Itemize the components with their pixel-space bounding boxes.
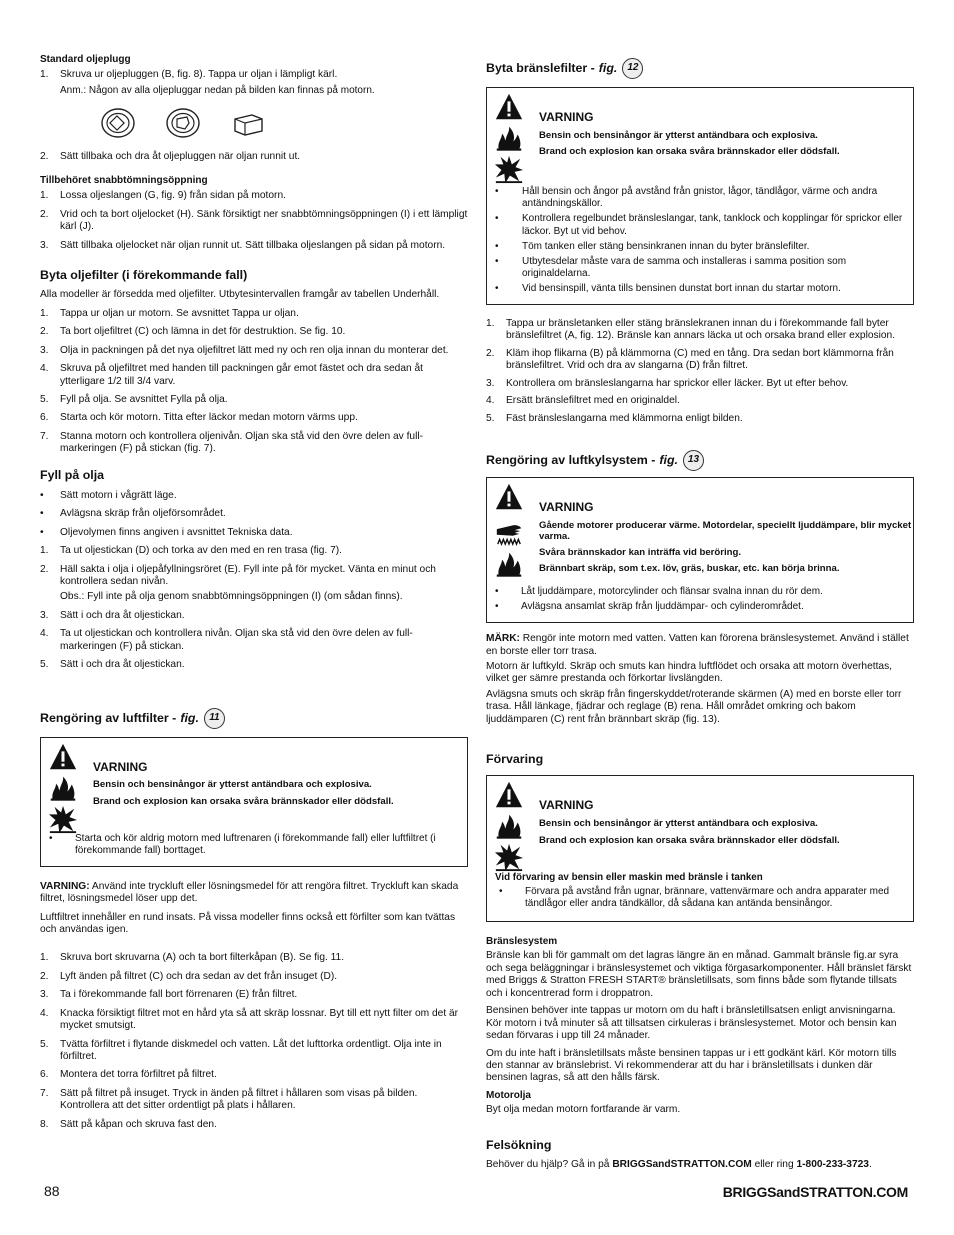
fuel-system-para-2: Bensinen behöver inte tappas ur motorn om du haft i bränsletillsatsen enligt anvisningarna. Kör motorn i två minuter så att tillsatsen cirkuleras i bränslesystemet. Motor och bensin kan sedan förvaras i upp till 24 månader.: [486, 1005, 897, 1042]
warning-bullet: Låt ljuddämpare, motorcylinder och flänsar svalna innan du rör dem.: [521, 585, 823, 597]
motor-oil-text: Byt olja medan motorn fortfarande är varm.: [486, 1104, 681, 1115]
varning-text: Använd inte tryckluft eller lösningsmedel för att rengöra filtret. Tryckluft kan skada filtret, lösningsmedel löser upp det.: [40, 880, 459, 905]
list-item: Vrid och ta bort oljelocket (H). Sänk försiktigt ner snabbtömningsöppningen (I) i ett lämpligt kärl (J).: [60, 208, 468, 233]
warning-line: Brand och explosion kan orsaka svåra brännskador eller dödsfall.: [539, 146, 840, 158]
list-item: Häll sakta i olja i oljepåfyllningsröret (E). Fyll inte på för mycket. Vänta en minut och kontrollera sedan nivån.: [60, 563, 436, 587]
warning-bullet: Vid bensinspill, vänta tills bensinen dunstat bort innan du startar motorn.: [522, 283, 841, 295]
list-item: Fyll på olja. Se avsnittet Fylla på olja.: [60, 393, 228, 405]
troubleshooting-text: [486, 1159, 914, 1171]
air-filter-varning-note: [40, 881, 468, 906]
explosion-icon: [494, 842, 524, 872]
list-item: Sätt i och dra åt oljestickan.: [60, 609, 185, 621]
hex-plug-icon: [165, 107, 201, 139]
trouble-text-pre: Behöver du hjälp? Gå in på: [486, 1158, 613, 1170]
fuel-filter-heading: [486, 58, 914, 79]
warning-icons: [494, 92, 527, 186]
warning-bullet: Utbytesdelar måste vara de samma och installeras i samma position som originaldelarna.: [522, 255, 847, 280]
mark-text: Rengör inte motorn med vatten. Vatten kan förorena bränslesystemet. Använd i stället en borste eller torr trasa.: [486, 633, 909, 657]
warning-bullet: Töm tanken eller stäng bensinkranen innan du byter bränslefilter.: [522, 240, 810, 252]
fire-icon: [494, 550, 524, 578]
quick-drain-steps: 1. Lossa oljeslangen (G, fig. 9) från sidan på motorn. 2. Vrid och ta bort oljelocket (H). Sänk försiktigt ner snabbtömningsöppningen (I) i ett lämpligt kärl (J). 3. Sätt tillbaka oljelocket när oljan runnit ut. Sätt tillbaka oljeslangen på sidan på motorn.: [40, 190, 468, 251]
cooling-para-2: Avlägsna smuts och skräp från fingerskyddet/roterande skärmen (A) med en borste eller torr trasa. Håll länkage, fjädrar och reglage (B) rena. Håll området omkring och bakom ljuddämparen (C) rent från brännbart skräp (fig. 13).: [486, 688, 902, 725]
warning-bullet: Starta och kör aldrig motorn med luftrenaren (i förekommande fall) eller luftfiltret (i förekommande fall) borttaget.: [75, 832, 436, 856]
figure-13-badge: 13: [683, 450, 704, 471]
mark-label: MÄRK:: [486, 633, 520, 645]
warning-line: Svåra brännskador kan inträffa vid beröring.: [539, 547, 742, 559]
warning-line: Gående motorer producerar värme. Motordelar, speciellt ljuddämpare, blir mycket varma.: [539, 519, 912, 543]
list-item: Sätt på kåpan och skruva fast den.: [60, 1118, 217, 1130]
list-item: Lossa oljeslangen (G, fig. 9) från sidan på motorn.: [60, 190, 286, 202]
fuel-filter-fig-word: fig.: [598, 60, 618, 75]
list-item: Ersätt bränslefiltret med en originaldel.: [506, 395, 680, 407]
left-column: Standard oljeplugg 1. Skruva ur oljepluggen (B, fig. 8). Tappa ur oljan i lämpligt kärl. Anm.: Någon av alla oljepluggar nedan på bilden kan finnas på motorn. 2. Sätt tillbaka och dra åt oljepluggen när oljan runnit ut. Tillbehöret snabbtömningsöppning 1. Lossa oljeslangen (G, fig. 9) från sidan på motorn. 2. Vrid och ta bort oljelocket (H). Sänk försiktigt ner snabbtömningsöppningen (I) i ett lämpligt kärl (J). 3. Sätt tillbaka oljelocket när oljan runnit ut. Sätt tillbaka oljeslangen på sidan på motorn. Byta oljefilter (i förekommande fall) Alla modeller är försedda med oljefilter. Utbytesintervallen framgår av tabellen Underhåll. 1. Tappa ur oljan ur motorn. Se avsnittet Tappa ur oljan. 2. Ta bort oljefiltret (C) och lämna in det för destruktion. Se fig. 10. 3. Olja in packningen på det nya oljefiltret lätt med ny och ren olja innan du monterar det. 4. Skruva på oljefiltret med handen till packningen går emot fästet och dra sedan åt ytterligare 1/2 till 3/4 varv. 5. Fyll på olja. Se avsnittet Fylla på olja. 6. Starta och kör motorn. Titta efter läckor medan motorn värms upp. 7. Stanna motorn och kontrollera oljenivån. Oljan ska stå vid den övre delen av full-markeringen (F) på stickan (fig. 7). Fyll på olja • Sätt motorn i vågrätt läge. • Avlägsna skräp från oljeförsområdet. • Oljevolymen finns angiven i avsnittet Tekniska data. 1. Ta ut oljestickan (D) och torka av den med en ren trasa (fig. 7). 2. Häll sakta i olja i oljepåfyllningsröret (E). Fyll inte på för mycket. Vänta en minut och kontrollera sedan nivån. Obs.: Fyll inte på olja genom snabbtömningsöppningen (I) (om sådan finns). 3. Sätt i och dra åt oljestickan. 4. Ta ut oljestickan och kontrollera nivån. Oljan ska stå vid den övre delen av full-markeringen (F) på stickan. 5. Sätt i och dra åt oljestickan. Rengöring av luftfilter - fig. 11 VARNING Bensin och bensinångor är ytterst antändbara och explosiva. Brand och explosion kan orsaka svåra brännskador eller dödsfall. • Starta och kör aldrig motorn med luftrenaren (i förekommande fall) eller luftfiltret (i förekommande fall) borttaget. VARNING: Använd inte tryckluft eller lösningsmedel för att rengöra filtret. Tryckluft kan skada filtret, lösningsmedel löser upp det. Luftfiltret innehåller en rund insats. På vissa modeller finns också ett förfilter som kan tvättas och användas igen. 1. Skruva bort skruvarna (A) och ta bort filterkåpan (B). Se fig. 11. 2. Lyft änden på filtret (C) och dra sedan av det från insuget (D). 3. Ta i förekommande fall bort förrenaren (E) från filtret. 4. Knacka försiktigt filtret mot en hård yta så att skräp lossnar. Byt till ett nytt filter om det är mycket smutsigt. 5. Tvätta förfiltret i flytande diskmedel och vatten. Låt det lufttorka ordentligt. Olja inte in förfiltret. 6. Montera det torra förfiltret på filtret. 7. Sätt på filtret på insuget. Tryck in änden på filtret i hållaren som visas på bilden. Kontrollera att det sitter ordentligt på plats i hållaren. 8. Sätt på kåpan och skruva fast den.: [40, 54, 468, 1130]
alert-icon: [494, 780, 524, 810]
fire-icon: [494, 812, 524, 840]
list-item: Sätt i och dra åt oljestickan.: [60, 659, 185, 671]
alert-icon: [494, 92, 524, 122]
quick-drain-title: Tillbehöret snabbtömningsöppning: [40, 175, 208, 187]
list-item: Sätt tillbaka oljelocket när oljan runnit ut. Sätt tillbaka oljeslangen på sidan på motorn.: [60, 239, 446, 251]
list-item: Starta och kör motorn. Titta efter läckor medan motorn värms upp.: [60, 412, 358, 424]
warning-bullet: Kontrollera regelbundet bränsleslangar, tank, tanklock och kopplingar för sprickor eller läckor. Byt ut vid behov.: [522, 213, 903, 237]
cooling-para-1: Motorn är luftkyld. Skräp och smuts kan hindra luftflödet och orsaka att motorn överhettas, vilket ger sämre prestanda och förkortar livslängden.: [486, 660, 892, 685]
oil-filter-intro: Alla modeller är försedda med oljefilter. Utbytesintervallen framgår av tabellen Underhåll.: [40, 289, 440, 301]
fire-icon: [48, 774, 78, 802]
brand-footer: BRIGGSandSTRATTON.COM: [722, 1184, 908, 1200]
standard-plug-step-1: Skruva ur oljepluggen (B, fig. 8). Tappa ur oljan i lämpligt kärl.: [60, 69, 338, 81]
air-filter-heading: [40, 708, 468, 729]
cooling-fig-word: fig.: [659, 453, 678, 467]
list-item: Ta ut oljestickan (D) och torka av den med en ren trasa (fig. 7).: [60, 545, 342, 557]
storage-warning-sub: Vid förvaring av bensin eller maskin med bränsle i tanken: [495, 872, 763, 884]
list-item: Tvätta förfiltret i flytande diskmedel och vatten. Låt det lufttorka ordentligt. Olja inte in förfiltret.: [60, 1038, 442, 1062]
list-item: Skruva på oljefiltret med handen till packningen går emot fästet och dra sedan åt ytterligare 1/2 till 3/4 varv.: [60, 363, 424, 387]
oil-filter-steps: 1. Tappa ur oljan ur motorn. Se avsnittet Tappa ur oljan. 2. Ta bort oljefiltret (C) och lämna in det för destruktion. Se fig. 10. 3. Olja in packningen på det nya oljefiltret lätt med ny och ren olja innan du monterar det. 4. Skruva på oljefiltret med handen till packningen går emot fästet och dra sedan åt ytterligare 1/2 till 3/4 varv. 5. Fyll på olja. Se avsnittet Fylla på olja. 6. Starta och kör motorn. Titta efter läckor medan motorn värms upp. 7. Stanna motorn och kontrollera oljenivån. Oljan ska stå vid den övre delen av full-markeringen (F) på stickan (fig. 7).: [40, 308, 468, 456]
fuel-system-title: Bränslesystem: [486, 936, 558, 948]
figure-12-badge: 12: [622, 58, 643, 79]
warning-bullet: Avlägsna ansamlat skräp från ljuddämpar- och cylinderområdet.: [521, 600, 804, 612]
hot-surface-icon: [494, 514, 524, 548]
list-item: Fäst bränsleslangarna med klämmorna enligt bilden.: [506, 412, 743, 424]
air-filter-title: Rengöring av luftfilter -: [40, 710, 177, 725]
standard-plug-steps: 1. Skruva ur oljepluggen (B, fig. 8). Tappa ur oljan i lämpligt kärl.: [40, 69, 468, 81]
explosion-icon: [494, 154, 524, 184]
list-item: Ta i förekommande fall bort förrenaren (E) från filtret.: [60, 989, 298, 1001]
air-filter-steps: 1. Skruva bort skruvarna (A) och ta bort filterkåpan (B). Se fig. 11. 2. Lyft änden på filtret (C) och dra sedan av det från insuget (D). 3. Ta i förekommande fall bort förrenaren (E) från filtret. 4. Knacka försiktigt filtret mot en hård yta så att skräp lossnar. Byt till ett nytt filter om det är mycket smutsigt. 5. Tvätta förfiltret i flytande diskmedel och vatten. Låt det lufttorka ordentligt. Olja inte in förfiltret. 6. Montera det torra förfiltret på filtret. 7. Sätt på filtret på insuget. Tryck in änden på filtret i hållaren som visas på bilden. Kontrollera att det sitter ordentligt på plats i hållaren. 8. Sätt på kåpan och skruva fast den.: [40, 952, 468, 1131]
list-item: Ta bort oljefiltret (C) och lämna in det för destruktion. Se fig. 10.: [60, 326, 346, 338]
air-filter-warning-box: VARNING Bensin och bensinångor är ytterst antändbara och explosiva. Brand och explosion kan orsaka svåra brännskador eller dödsfall. • Starta och kör aldrig motorn med luftrenaren (i förekommande fall) eller luftfiltret (i förekommande fall) borttaget.: [40, 737, 468, 867]
storage-heading: Förvaring: [486, 752, 544, 767]
warning-title: VARNING: [539, 110, 594, 124]
page-number: 88: [44, 1183, 60, 1199]
list-item: Tappa ur bränsletanken eller stäng bränslekranen innan du i förekommande fall byter bränslefiltret (A, fig. 12). Bränsle kan annars läcka ut och orsaka brand eller explosion.: [506, 318, 896, 342]
list-item: Avlägsna skräp från oljeförsområdet.: [60, 508, 226, 520]
warning-title: VARNING: [93, 759, 148, 774]
fuel-system-para-1: Bränsle kan bli för gammalt om det lagras längre än en månad. Gammalt bränsle fig.ar syra och sega beläggningar i bränslesystemet och viktiga förgasarkomponenter. Håll bränslet färskt med Briggs & Stratton FRESH START® bränsletillsats, som finns både som flytande tillsats och i koncentrerad form i droppatron.: [486, 950, 912, 999]
phone-number: 1-800-233-3723: [796, 1158, 869, 1170]
list-item: Sätt motorn i vågrätt läge.: [60, 489, 177, 501]
fill-oil-obs: Obs.: Fyll inte på olja genom snabbtömningsöppningen (I) (om sådan finns).: [60, 591, 403, 603]
warning-line: Bensin och bensinångor är ytterst antändbara och explosiva.: [93, 779, 372, 791]
fill-oil-bullets: • Sätt motorn i vågrätt läge. • Avlägsna skräp från oljeförsområdet. • Oljevolymen finns angiven i avsnittet Tekniska data.: [40, 490, 468, 539]
list-item: Lyft änden på filtret (C) och dra sedan av det från insuget (D).: [60, 970, 338, 982]
fuel-filter-warning-box: VARNING Bensin och bensinångor är ytterst antändbara och explosiva. Brand och explosion kan orsaka svåra brännskador eller dödsfall. • Håll bensin och ångor på avstånd från gnistor, lågor, tändlågor, värme och andra antändningskällor. • Kontrollera regelbundet bränsleslangar, tank, tanklock och kopplingar för sprickor eller läckor. Byt ut vid behov. • Töm tanken eller stäng bensinkranen innan du byter bränslefilter. • Utbytesdelar måste vara de samma och installeras i samma position som originaldelarna. • Vid bensinspill, vänta tills bensinen dunstat bort innan du startar motorn.: [486, 87, 914, 305]
fire-icon: [494, 124, 524, 152]
fuel-filter-steps: 1. Tappa ur bränsletanken eller stäng bränslekranen innan du i förekommande fall byter bränslefiltret (A, fig. 12). Bränsle kan annars läcka ut och orsaka brand eller explosion. 2. Kläm ihop flikarna (B) på klämmorna (C) med en tång. Dra sedan bort klämmorna från bränslefiltret. Vrid och dra av slangarna (D) från filtret. 3. Kontrollera om bränsleslangarna har sprickor eller läcker. Byt ut efter behov. 4. Ersätt bränslefiltret med en originaldel. 5. Fäst bränsleslangarna med klämmorna enligt bilden.: [486, 318, 914, 425]
fuel-system-para-3: Om du inte haft i bränsletillsats måste bensinen tappas ur i ett godkänt kärl. Kör motorn tills den stannar av bränslebrist. Vi rekommenderar att du har i bränsletillsats i dunken där bensinen lagras, så att den hålls färsk.: [486, 1047, 897, 1084]
warning-bullet: Håll bensin och ångor på avstånd från gnistor, lågor, tändlågor, värme och andra antändningskällor.: [522, 186, 878, 210]
standard-plug-note: Anm.: Någon av alla oljepluggar nedan på bilden kan finnas på motorn.: [60, 84, 375, 96]
standard-plug-step-2: Sätt tillbaka och dra åt oljepluggen när oljan runnit ut.: [60, 150, 301, 162]
oil-filter-heading: Byta oljefilter (i förekommande fall): [40, 268, 248, 283]
figure-11-badge: 11: [204, 708, 225, 729]
warning-title: VARNING: [539, 798, 594, 813]
explosion-icon: [48, 804, 78, 834]
air-filter-info: Luftfiltret innehåller en rund insats. På vissa modeller finns också ett förfilter som kan tvättas och användas igen.: [40, 911, 456, 935]
list-item: Montera det torra förfiltret på filtret.: [60, 1069, 217, 1081]
warning-line: Brännbart skräp, som t.ex. löv, gräs, buskar, etc. kan börja brinna.: [539, 562, 840, 574]
warning-bullet: Förvara på avstånd från ugnar, brännare, vattenvärmare och andra apparater med tändlågor eller andra tändkällor, då sådana kan antända bensinångor.: [525, 886, 890, 910]
right-column: [486, 54, 914, 1177]
warning-line: Brand och explosion kan orsaka svåra brännskador eller dödsfall.: [93, 795, 394, 807]
oil-plug-illustrations: [100, 107, 468, 141]
troubleshooting-heading: Felsökning: [486, 1138, 552, 1153]
square-plug-icon: [100, 107, 136, 139]
standard-plug-title: Standard oljeplugg: [40, 54, 131, 65]
list-item: Sätt på filtret på insuget. Tryck in änden på filtret i hållaren som visas på bilden. Kontrollera att det sitter ordentligt på plats i hållaren.: [60, 1087, 418, 1112]
warning-title: VARNING: [539, 500, 594, 515]
warning-icons: [494, 482, 527, 580]
trouble-text-mid: eller ring: [751, 1158, 797, 1170]
list-item: Kläm ihop flikarna (B) på klämmorna (C) med en tång. Dra sedan bort klämmorna från bränslefiltret. Vrid och dra av slangarna (D) från filtret.: [506, 347, 894, 372]
cooling-heading: [486, 450, 914, 471]
cube-plug-icon: [230, 107, 266, 139]
warning-line: Bensin och bensinångor är ytterst antändbara och explosiva.: [539, 129, 818, 141]
varning-label: VARNING:: [40, 880, 90, 892]
list-item: Kontrollera om bränsleslangarna har sprickor eller läcker. Byt ut efter behov.: [506, 377, 849, 389]
alert-icon: [48, 742, 78, 772]
cooling-mark-note: [486, 633, 914, 658]
list-item: Olja in packningen på det nya oljefiltret lätt med ny och ren olja innan du monterar det.: [60, 344, 449, 356]
motor-oil-title: Motorolja: [486, 1089, 531, 1101]
website-link[interactable]: BRIGGSandSTRATTON.COM: [612, 1158, 752, 1170]
alert-icon: [494, 482, 524, 512]
warning-icons: [48, 742, 81, 836]
list-item: Tappa ur oljan ur motorn. Se avsnittet Tappa ur oljan.: [60, 307, 299, 319]
list-item: Stanna motorn och kontrollera oljenivån. Oljan ska stå vid den övre delen av full-markeringen (F) på stickan (fig. 7).: [60, 430, 423, 455]
list-item: Oljevolymen finns angiven i avsnittet Tekniska data.: [60, 526, 293, 538]
list-item: Ta ut oljestickan och kontrollera nivån. Oljan ska stå vid den övre delen av full-markeringen (F) på stickan.: [60, 628, 413, 652]
list-item: Knacka försiktigt filtret mot en hård yta så att skräp lossnar. Byt till ett nytt filter om det är mycket smutsigt.: [60, 1007, 459, 1032]
warning-line: Bensin och bensinångor är ytterst antändbara och explosiva.: [539, 817, 818, 829]
storage-warning-box: VARNING Bensin och bensinångor är ytterst antändbara och explosiva. Brand och explosion kan orsaka svåra brännskador eller dödsfall. Vid förvaring av bensin eller maskin med bränsle i tanken • Förvara på avstånd från ugnar, brännare, vattenvärmare och andra apparater med tändlågor eller andra tändkällor, då sådana kan antända bensinångor.: [486, 775, 914, 922]
list-item: Skruva bort skruvarna (A) och ta bort filterkåpan (B). Se fig. 11.: [60, 952, 345, 964]
fuel-filter-title: Byta bränslefilter -: [486, 60, 595, 75]
warning-line: Brand och explosion kan orsaka svåra brännskador eller dödsfall.: [539, 834, 840, 846]
trouble-text-end: .: [868, 1158, 872, 1170]
warning-icons: [494, 780, 527, 874]
cooling-warning-box: VARNING Gående motorer producerar värme. Motordelar, speciellt ljuddämpare, blir mycket varma. Svåra brännskador kan inträffa vid beröring. Brännbart skräp, som t.ex. löv, gräs, buskar, etc. kan börja brinna. • Låt ljuddämpare, motorcylinder och flänsar svalna innan du rör dem. • Avlägsna ansamlat skräp från ljuddämpar- och cylinderområdet.: [486, 477, 914, 623]
fill-oil-steps: 1. Ta ut oljestickan (D) och torka av den med en ren trasa (fig. 7). 2. Häll sakta i olja i oljepåfyllningsröret (E). Fyll inte på för mycket. Vänta en minut och kontrollera sedan nivån. Obs.: Fyll inte på olja genom snabbtömningsöppningen (I) (om sådan finns). 3. Sätt i och dra åt oljestickan. 4. Ta ut oljestickan och kontrollera nivån. Oljan ska stå vid den övre delen av full-markeringen (F) på stickan. 5. Sätt i och dra åt oljestickan.: [40, 545, 468, 672]
fill-oil-heading: Fyll på olja: [40, 467, 105, 482]
air-filter-fig-word: fig.: [180, 710, 199, 725]
cooling-title: Rengöring av luftkylsystem -: [486, 453, 656, 467]
